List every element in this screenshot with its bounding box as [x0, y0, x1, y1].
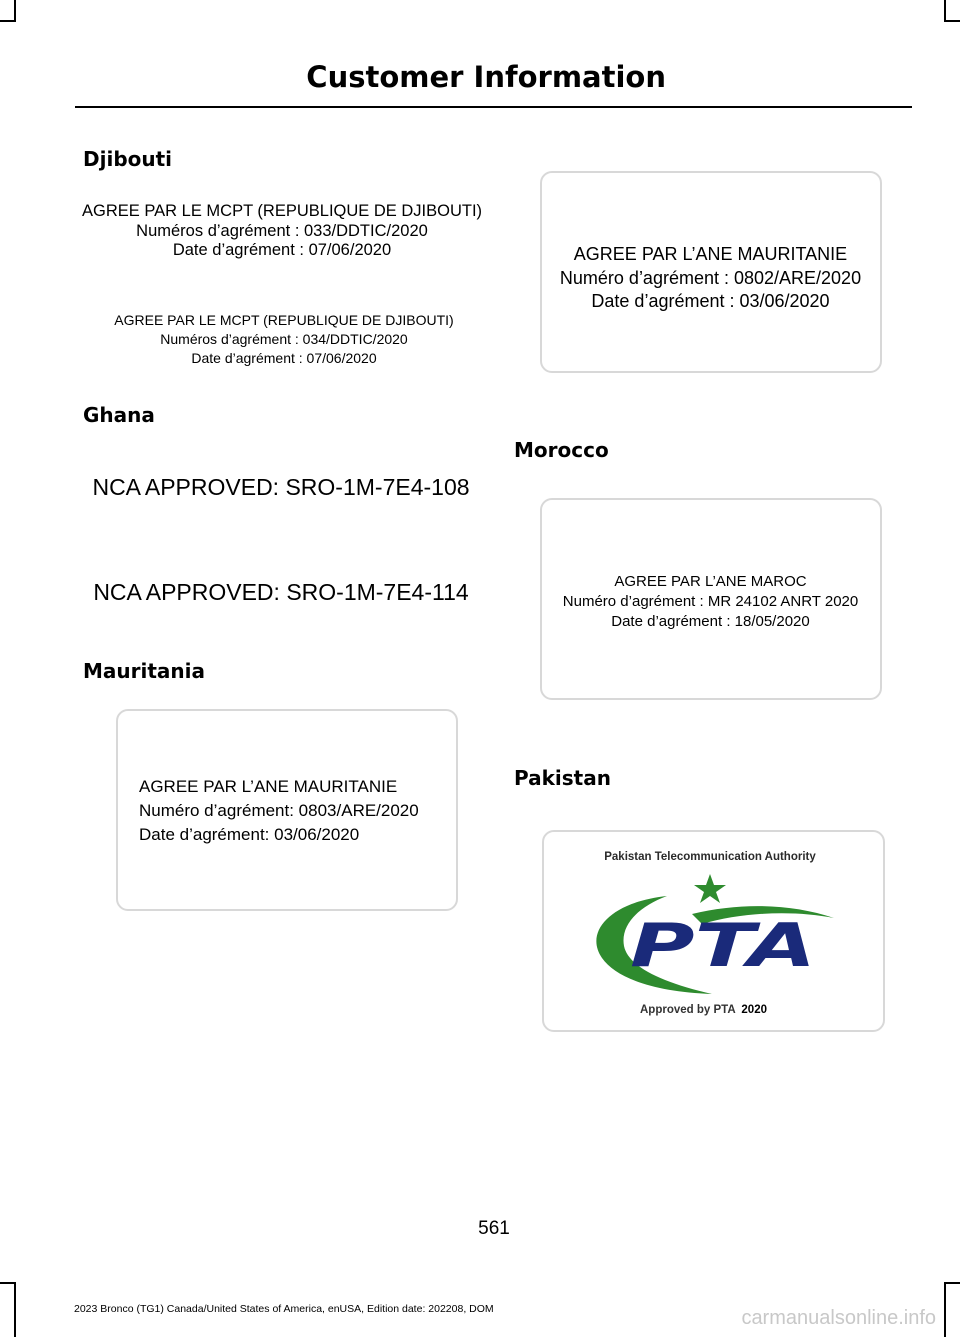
page-number: 561	[478, 1218, 510, 1239]
crop-mark-bottom-right-h	[944, 1282, 960, 1284]
djibouti-mark-2-line-1: AGREE PAR LE MCPT (REPUBLIQUE DE DJIBOUTI)	[114, 312, 454, 328]
mauritania-right-line-1: AGREE PAR L’ANE MAURITANIE	[573, 244, 848, 264]
morocco-line-3: Date d’agrément : 18/05/2020	[611, 613, 810, 630]
heading-mauritania: Mauritania	[83, 659, 206, 683]
page-title: Customer Information	[306, 60, 666, 94]
watermark: carmanualsonline.info	[741, 1307, 936, 1329]
star-icon	[694, 874, 726, 903]
djibouti-mark-1-line-1: AGREE PAR LE MCPT (REPUBLIQUE DE DJIBOUTI)	[82, 202, 483, 220]
mauritania-mark-right-box	[540, 171, 882, 373]
djibouti-mark-1	[82, 202, 482, 261]
heading-morocco: Morocco	[514, 438, 609, 462]
mauritania-right-line-3: Date d’agrément : 03/06/2020	[591, 291, 830, 311]
mauritania-left-line-3: Date d’agrément: 03/06/2020	[139, 825, 360, 844]
crop-mark-top-left-h	[0, 20, 16, 22]
mauritania-left-line-1: AGREE PAR L’ANE MAURITANIE	[139, 777, 398, 796]
mauritania-mark-right-text	[542, 243, 879, 314]
pta-authority-title: Pakistan Telecommunication Authority	[604, 851, 816, 863]
pta-approval-year: 2020	[741, 1004, 767, 1016]
crop-mark-bottom-right	[944, 1282, 946, 1337]
mauritania-mark-left-box	[116, 709, 458, 911]
pta-logo	[542, 830, 885, 1032]
header-rule	[75, 106, 912, 108]
djibouti-mark-2-line-3: Date d’agrément : 07/06/2020	[191, 350, 377, 366]
crop-mark-bottom-left-h	[0, 1282, 16, 1284]
footer-edition-info: 2023 Bronco (TG1) Canada/United States of America, enUSA, Edition date: 202208, DOM	[74, 1303, 494, 1315]
ghana-mark-2: NCA APPROVED: SRO-1M-7E4-114	[93, 579, 469, 605]
pta-logo-letters: PTA	[630, 911, 816, 981]
djibouti-mark-1-line-2: Numéros d’agrément : 033/DDTIC/2020	[136, 221, 428, 240]
morocco-line-2: Numéro d’agrément : MR 24102 ANRT 2020	[562, 593, 859, 610]
crop-mark-bottom-left	[14, 1282, 16, 1337]
mauritania-mark-left-text	[139, 775, 419, 847]
pta-approval-line	[640, 1004, 767, 1016]
djibouti-mark-2-line-2: Numéros d’agrément : 034/DDTIC/2020	[160, 331, 408, 347]
heading-ghana: Ghana	[83, 403, 155, 427]
djibouti-mark-2	[84, 311, 484, 368]
mauritania-left-line-2: Numéro d’agrément: 0803/ARE/2020	[139, 801, 419, 820]
pta-approval-text: Approved by PTA	[640, 1004, 736, 1016]
heading-djibouti: Djibouti	[83, 147, 173, 171]
crop-mark-top-left	[14, 0, 16, 22]
morocco-mark-box	[540, 498, 882, 700]
djibouti-mark-1-line-3: Date d’agrément : 07/06/2020	[172, 241, 392, 259]
heading-pakistan: Pakistan	[514, 766, 611, 790]
crop-mark-top-right	[944, 0, 946, 22]
mauritania-right-line-2: Numéro d’agrément : 0802/ARE/2020	[559, 267, 862, 288]
morocco-line-1: AGREE PAR L’ANE MAROC	[614, 573, 807, 590]
morocco-mark-text	[542, 572, 879, 632]
crop-mark-top-right-h	[944, 20, 960, 22]
pakistan-pta-mark-box	[542, 830, 885, 1032]
ghana-mark-1: NCA APPROVED: SRO-1M-7E4-108	[92, 474, 470, 500]
